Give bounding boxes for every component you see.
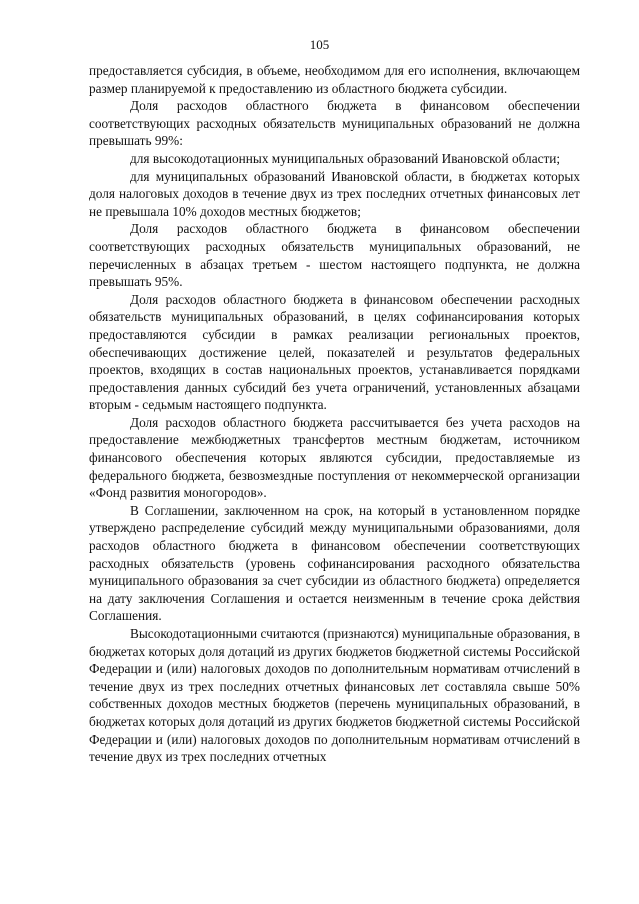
paragraph-regional-projects: Доля расходов областного бюджета в финансовом обеспечении расходных обязательств муниципальных образований, в целях софинансирования которых предоставляются субсидии в рамках реализации региональных проектов, обеспечивающих достижение целей, показателей и результатов федеральных проектов, входящих в состав национальных проектов, устанавливается порядками предоставления данных субсидий без учета ограничений, установленных абзацами вторым - седьмым настоящего подпункта.: [89, 291, 580, 413]
paragraph-agreement-terms: В Соглашении, заключенном на срок, на который в установленном порядке утверждено распределение субсидий между муниципальными образованиями, доля расходов областного бюджета в финансовом обеспечении соответствующих расходных обязательств (уровень софинансирования расходного обязательства муниципального образования за счет субсидии из областного бюджета) определяется на дату заключения Соглашения и остается неизменным в течение срока действия Соглашения.: [89, 502, 580, 624]
paragraph-high-subsidy-definition: Высокодотационными считаются (признаются) муниципальные образования, в бюджетах которых доля дотаций из других бюджетов бюджетной системы Российской Федерации и (или) налоговых доходов по дополнительным нормативам отчислений в течение двух из трех последних отчетных финансовых лет составляла свыше 50% собственных доходов местных бюджетов (перечень муниципальных образований, в бюджетах которых доля дотаций из других бюджетов бюджетной системы Российской Федерации и (или) налоговых доходов по дополнительным нормативам отчислений в течение двух из трех последних отчетных: [89, 626, 581, 765]
paragraph-low-tax-revenue-municipalities: для муниципальных образований Ивановской области, в бюджетах которых доля налоговых доходов в течение двух из трех последних отчетных финансовых лет не превышала 10% доходов местных бюджетов;: [89, 168, 580, 219]
paragraph-share-limit-95: Доля расходов областного бюджета в финансовом обеспечении соответствующих расходных обязательств муниципальных образований, не перечисленных в абзацах третьем - шестом настоящего подпункта, не должна превышать 95%.: [89, 221, 580, 290]
document-body: [89, 62, 580, 766]
paragraph-high-subsidy-municipalities: для высокодотационных муниципальных образований Ивановской области;: [130, 150, 561, 166]
paragraph-share-limit-99: Доля расходов областного бюджета в финансовом обеспечении соответствующих расходных обязательств муниципальных образований не должна превышать 99%:: [89, 98, 580, 149]
paragraph-calculation-exclusions: Доля расходов областного бюджета рассчитывается без учета расходов на предоставление межбюджетных трансфертов местным бюджетам, источником финансового обеспечения которых являются субсидии, предоставляемые из федерального бюджета, безвозмездные поступления от некоммерческой организации «Фонд развития моногородов».: [89, 414, 580, 501]
page-number: 105: [309, 37, 330, 52]
paragraph-continuation: предоставляется субсидия, в объеме, необходимом для его исполнения, включающем размер планируемой к предоставлению из областного бюджета субсидии.: [89, 63, 580, 96]
